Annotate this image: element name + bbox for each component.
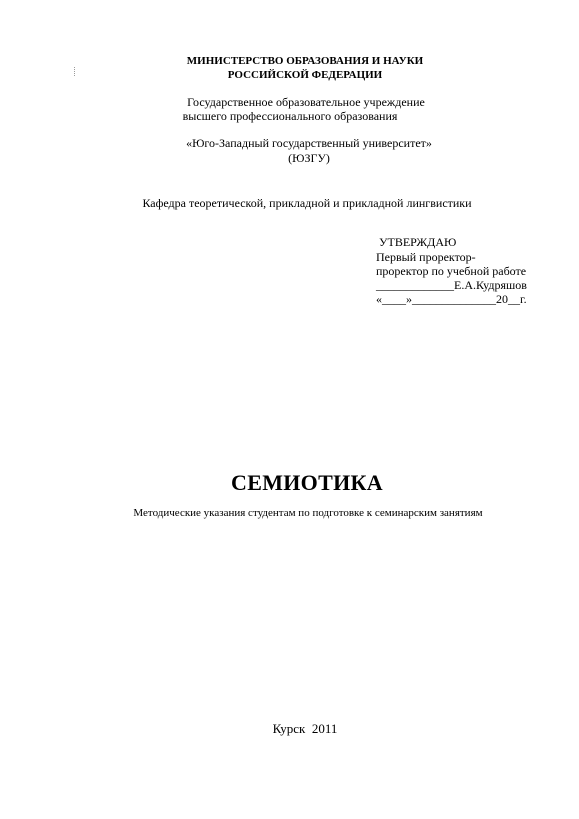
department-name: Кафедра теоретической, прикладной и прикладной лингвистики <box>142 196 472 210</box>
institution-line-1: Государственное образовательное учреждение <box>187 95 425 109</box>
university-name: «Юго-Западный государственный университет» <box>186 136 432 150</box>
approval-signature-line: _____________Е.А.Кудряшов <box>376 278 527 292</box>
approval-position-line-2: проректор по учебной работе <box>376 264 527 278</box>
ministry-line-2: РОССИЙСКОЙ ФЕДЕРАЦИИ <box>227 69 383 81</box>
university-abbreviation: (ЮЗГУ) <box>288 151 330 165</box>
approval-position-line-1: Первый проректор- <box>376 250 476 264</box>
approval-title: УТВЕРЖДАЮ <box>379 235 457 249</box>
ministry-line-1: МИНИСТЕРСТВО ОБРАЗОВАНИЯ И НАУКИ <box>186 55 424 67</box>
document-subtitle: Методические указания студентам по подготовке к семинарским занятиям <box>133 507 483 519</box>
approval-date-line: «____»______________20__г. <box>376 292 527 306</box>
place-and-year: Курск 2011 <box>272 721 338 736</box>
institution-line-2: высшего профессионального образования <box>182 109 398 123</box>
document-title: СЕМИОТИКА <box>231 470 383 495</box>
